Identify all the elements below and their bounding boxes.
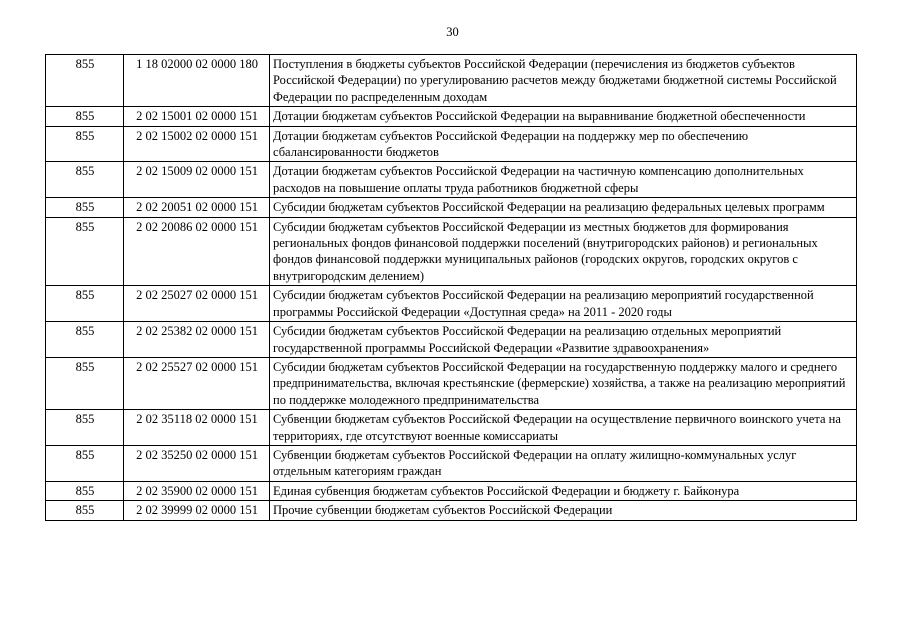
table-row: [46, 410, 857, 446]
admin-code-cell: 855: [46, 322, 124, 358]
revenue-name-cell: Субвенции бюджетам субъектов Российской Федерации на осуществление первичного воинского учета на территориях, где отсутствуют военные комиссариаты: [270, 410, 857, 446]
page-number: 30: [446, 25, 459, 39]
revenue-name-cell: Единая субвенция бюджетам субъектов Российской Федерации и бюджету г. Байконура: [270, 481, 857, 500]
revenue-name-cell: Дотации бюджетам субъектов Российской Федерации на выравнивание бюджетной обеспеченности: [270, 107, 857, 126]
classification-code-cell: 2 02 25527 02 0000 151: [124, 357, 270, 409]
admin-code-cell: 855: [46, 217, 124, 286]
admin-code-cell: 855: [46, 445, 124, 481]
admin-code-cell: 855: [46, 107, 124, 126]
admin-code-cell: 855: [46, 286, 124, 322]
admin-code-cell: 855: [46, 162, 124, 198]
classification-code-cell: 2 02 39999 02 0000 151: [124, 501, 270, 520]
classification-code-cell: 2 02 35900 02 0000 151: [124, 481, 270, 500]
budget-codes-table: [45, 54, 857, 521]
admin-code-cell: 855: [46, 481, 124, 500]
classification-code-cell: 2 02 25027 02 0000 151: [124, 286, 270, 322]
classification-code-cell: 2 02 35118 02 0000 151: [124, 410, 270, 446]
revenue-name-cell: Поступления в бюджеты субъектов Российской Федерации (перечисления из бюджетов субъектов Российской Федерации) по урегулированию расчетов между бюджетами бюджетной системы Российской Федерации по распределенным доходам: [270, 55, 857, 107]
classification-code-cell: 2 02 20051 02 0000 151: [124, 198, 270, 217]
revenue-name-cell: Субсидии бюджетам субъектов Российской Федерации на реализацию федеральных целевых программ: [270, 198, 857, 217]
admin-code-cell: 855: [46, 55, 124, 107]
revenue-name-cell: Субсидии бюджетам субъектов Российской Федерации из местных бюджетов для формирования региональных фондов финансовой поддержки поселений (внутригородских районов) и региональных фондов финансовой поддержки муниципальных районов (городских округов, городских округов с внутригородским делением): [270, 217, 857, 286]
admin-code-cell: 855: [46, 501, 124, 520]
table-row: [46, 322, 857, 358]
table-row: [46, 445, 857, 481]
table-row: [46, 357, 857, 409]
admin-code-cell: 855: [46, 410, 124, 446]
revenue-name-cell: Субсидии бюджетам субъектов Российской Федерации на государственную поддержку малого и среднего предпринимательства, включая крестьянские (фермерские) хозяйства, а также на реализацию мероприятий по поддержке молодежного предпринимательства: [270, 357, 857, 409]
table-row: [46, 217, 857, 286]
revenue-name-cell: Прочие субвенции бюджетам субъектов Российской Федерации: [270, 501, 857, 520]
classification-code-cell: 2 02 15002 02 0000 151: [124, 126, 270, 162]
classification-code-cell: 2 02 35250 02 0000 151: [124, 445, 270, 481]
classification-code-cell: 2 02 15009 02 0000 151: [124, 162, 270, 198]
revenue-name-cell: Дотации бюджетам субъектов Российской Федерации на частичную компенсацию дополнительных расходов на повышение оплаты труда работников бюджетной сферы: [270, 162, 857, 198]
table-row: [46, 198, 857, 217]
admin-code-cell: 855: [46, 198, 124, 217]
table-row: [46, 126, 857, 162]
revenue-name-cell: Дотации бюджетам субъектов Российской Федерации на поддержку мер по обеспечению сбалансированности бюджетов: [270, 126, 857, 162]
revenue-name-cell: Субвенции бюджетам субъектов Российской Федерации на оплату жилищно-коммунальных услуг отдельным категориям граждан: [270, 445, 857, 481]
table-row: [46, 107, 857, 126]
table-row: [46, 286, 857, 322]
classification-code-cell: 2 02 15001 02 0000 151: [124, 107, 270, 126]
table-row: [46, 162, 857, 198]
admin-code-cell: 855: [46, 126, 124, 162]
table-row: [46, 501, 857, 520]
classification-code-cell: 2 02 20086 02 0000 151: [124, 217, 270, 286]
classification-code-cell: 2 02 25382 02 0000 151: [124, 322, 270, 358]
table-row: [46, 481, 857, 500]
table-row: [46, 55, 857, 107]
revenue-name-cell: Субсидии бюджетам субъектов Российской Федерации на реализацию мероприятий государственной программы Российской Федерации «Доступная среда» на 2011 - 2020 годы: [270, 286, 857, 322]
admin-code-cell: 855: [46, 357, 124, 409]
classification-code-cell: 1 18 02000 02 0000 180: [124, 55, 270, 107]
revenue-name-cell: Субсидии бюджетам субъектов Российской Федерации на реализацию отдельных мероприятий государственной программы Российской Федерации «Развитие здравоохранения»: [270, 322, 857, 358]
